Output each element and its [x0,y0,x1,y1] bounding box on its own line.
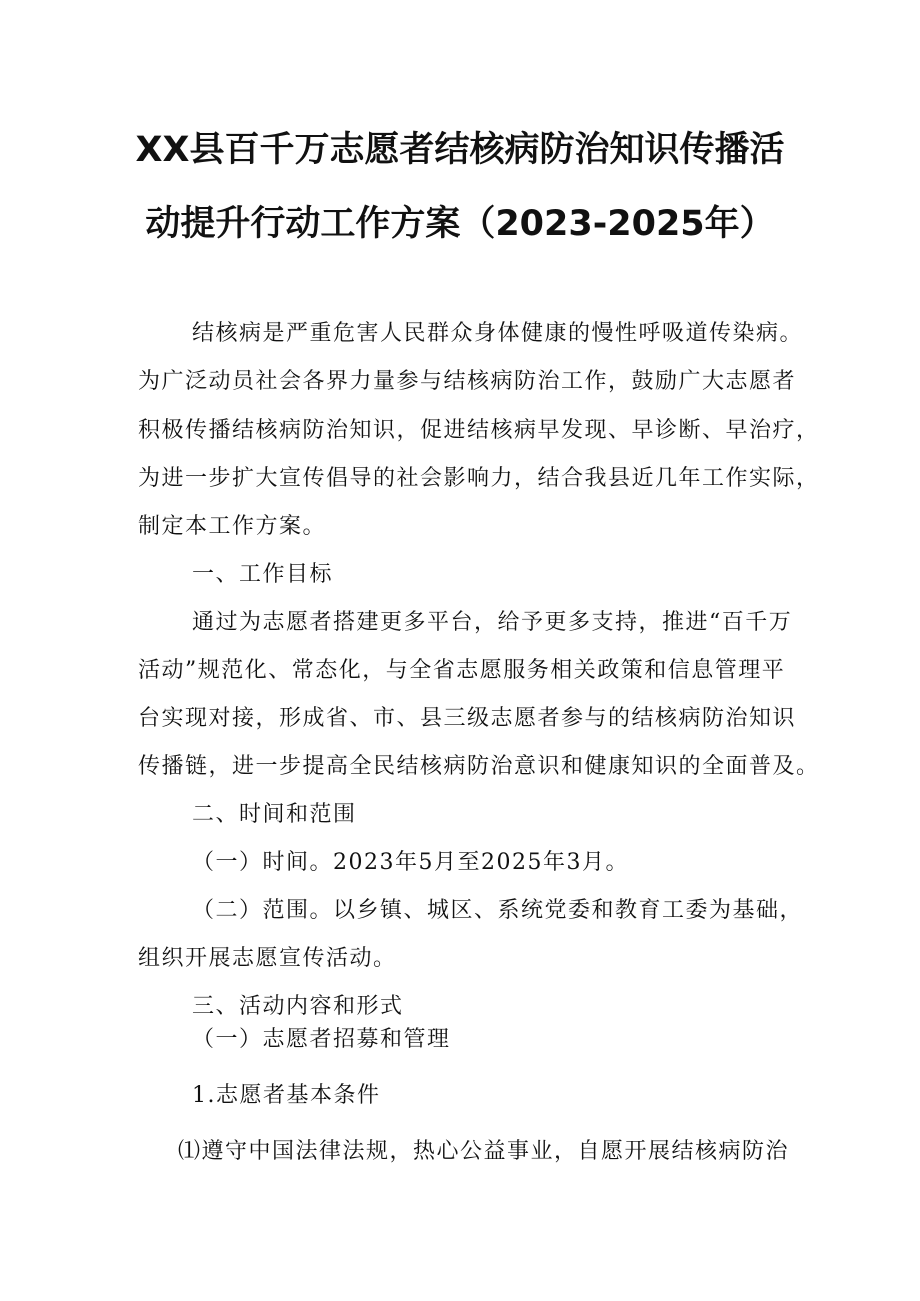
document-title-line-1: XX县百千万志愿者结核病防治知识传播活 [135,130,785,170]
section-2-time: （一）时间。2023年5月至2025年3月。 [192,850,629,875]
section-1-paragraph-line: 传播链，进一步提高全民结核病防治意识和健康知识的全面普及。 [138,754,820,779]
section-3-subheading: （一）志愿者招募和管理 [192,1027,451,1052]
intro-paragraph-line: 积极传播结核病防治知识，促进结核病早发现、早诊断、早治疗， [138,418,820,443]
section-3-item: 1.志愿者基本条件 [192,1083,381,1108]
intro-paragraph-line: 为广泛动员社会各界力量参与结核病防治工作，鼓励广大志愿者 [138,369,797,394]
section-3-heading: 三、活动内容和形式 [192,994,404,1019]
section-2-scope-line: 组织开展志愿宣传活动。 [138,946,397,971]
document-title-line-2: 动提升行动工作方案（2023-2025年） [145,204,775,244]
section-1-heading: 一、工作目标 [192,562,334,587]
intro-paragraph-line: 为进一步扩大宣传倡导的社会影响力，结合我县近几年工作实际， [138,466,820,491]
section-2-scope-line: （二）范围。以乡镇、城区、系统党委和教育工委为基础， [192,898,804,923]
section-3-subitem: ⑴遵守中国法律法规，热心公益事业，自愿开展结核病防治 [178,1139,790,1164]
intro-paragraph-line: 结核病是严重危害人民群众身体健康的慢性呼吸道传染病。 [192,321,804,346]
section-1-paragraph-line: 通过为志愿者搭建更多平台，给予更多支持，推进“百千万 [192,610,793,635]
section-1-paragraph-line: 台实现对接，形成省、市、县三级志愿者参与的结核病防治知识 [138,706,797,731]
intro-paragraph-line: 制定本工作方案。 [138,514,327,539]
section-1-paragraph-line: 活动”规范化、常态化，与全省志愿服务相关政策和信息管理平 [138,658,786,683]
section-2-heading: 二、时间和范围 [192,802,357,827]
